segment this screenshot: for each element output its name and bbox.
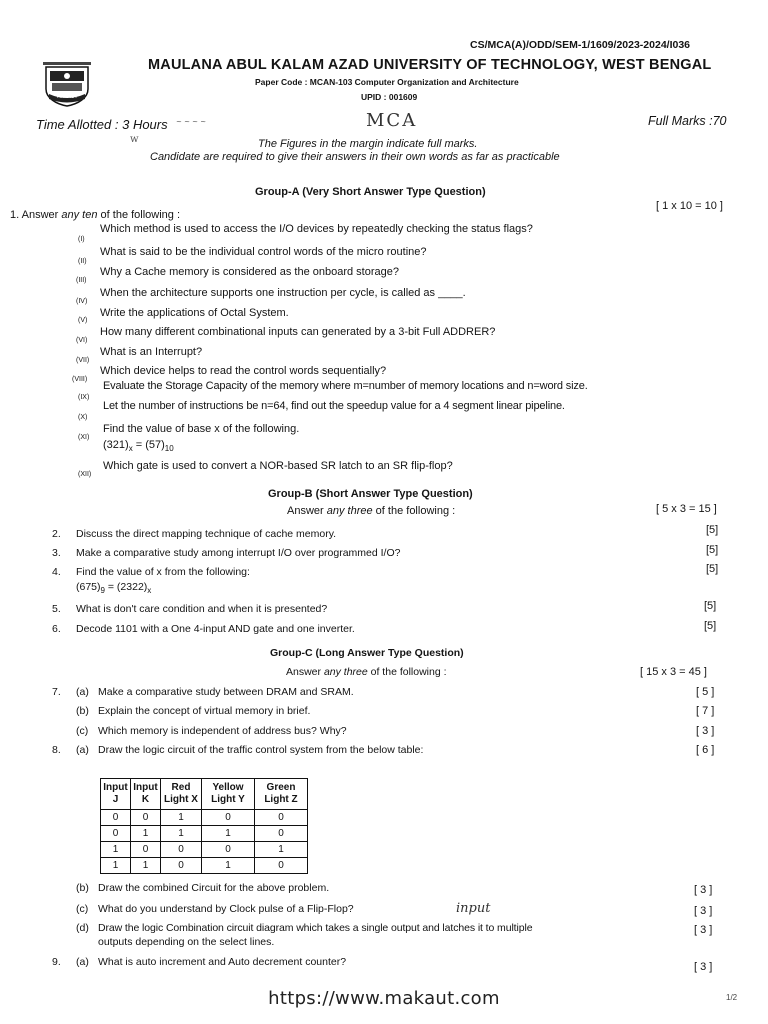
list-item: (V) [78, 317, 88, 324]
handwritten-correction: input [456, 901, 491, 916]
table-header-row [101, 779, 308, 810]
group-b-title: Group-B (Short Answer Type Question) [268, 488, 473, 500]
question-marks: [ 5 ] [696, 686, 715, 698]
part-label: (b) [76, 705, 89, 717]
question-number: 5. [52, 603, 61, 615]
equation: $(675)_9 = (2322)_x$ [76, 581, 152, 596]
table-cell: 0 [202, 842, 255, 858]
column-header: Red Light X [161, 779, 202, 810]
list-item: What is an Interrupt? [100, 346, 203, 358]
truth-table [100, 778, 308, 874]
group-a-title: Group-A (Very Short Answer Type Question) [255, 186, 486, 198]
question-number: 3. [52, 547, 61, 559]
handwritten-course: MCA [366, 110, 418, 131]
university-logo [40, 61, 94, 107]
question-marks: [ 3 ] [694, 924, 713, 936]
group-c-marks: [ 15 x 3 = 45 ] [640, 666, 707, 678]
table-cell: 1 [202, 826, 255, 842]
list-item: Which method is used to access the I/O devices by repeatedly checking the status flags? [100, 223, 533, 235]
footer-url: https://www.makaut.com [268, 988, 500, 1009]
column-header: Green Light Z [255, 779, 308, 810]
list-item: (VII) [76, 357, 90, 364]
table-cell: 0 [255, 858, 308, 874]
question-number: 2. [52, 528, 61, 540]
question-text: What is don't care condition and when it is presented? [76, 603, 328, 615]
question-marks: [5] [706, 563, 719, 575]
question-text: Decode 1101 with a One 4-input AND gate and one inverter. [76, 623, 355, 635]
question-text: What is auto increment and Auto decrement counter? [98, 956, 347, 968]
list-item: What is said to be the individual control words of the micro routine? [100, 246, 427, 258]
paper-code: Paper Code : MCAN-103 Computer Organization and Architecture [255, 77, 519, 87]
list-item: (VIII) [72, 376, 88, 383]
part-label: (c) [76, 903, 89, 915]
list-item: When the architecture supports one instruction per cycle, is called as ____. [100, 287, 466, 299]
question-marks: [5] [704, 600, 717, 612]
part-label: (a) [76, 956, 89, 968]
question-1-stem [10, 209, 180, 221]
table-cell: 1 [131, 826, 161, 842]
table-cell: 0 [255, 810, 308, 826]
list-item: (I) [78, 236, 85, 243]
question-text: Answer any ten of the following : [21, 209, 181, 221]
table-cell: 0 [101, 810, 131, 826]
question-marks: [ 7 ] [696, 705, 715, 717]
paper-code-line: CS/MCA(A)/ODD/SEM-1/1609/2023-2024/I036 [470, 39, 691, 51]
time-allotted: Time Allotted : 3 Hours [36, 117, 168, 132]
table-cell: 0 [255, 826, 308, 842]
list-item: Evaluate the Storage Capacity of the memory where m=number of memory locations and n=word size. [103, 380, 588, 392]
university-name: MAULANA ABUL KALAM AZAD UNIVERSITY OF TECHNOLOGY, WEST BENGAL [148, 57, 712, 73]
list-item: (IV) [76, 298, 88, 305]
part-label: (a) [76, 686, 89, 698]
list-item: (IX) [78, 394, 90, 401]
question-marks: [5] [704, 620, 717, 632]
question-marks: [5] [706, 544, 719, 556]
list-item: Which device helps to read the control words sequentially? [100, 365, 387, 377]
question-number: 1. [10, 209, 20, 221]
table-cell: 1 [161, 826, 202, 842]
question-marks: [ 3 ] [694, 884, 713, 896]
part-label: (c) [76, 725, 89, 737]
question-text: Which memory is independent of address bus? Why? [98, 725, 347, 737]
upid: UPID : 001609 [361, 92, 418, 102]
instruction-note: The Figures in the margin indicate full marks. [258, 138, 478, 150]
list-item: (VI) [76, 337, 88, 344]
handwritten-scribble: ~ ~ ~ ~ [176, 118, 207, 126]
table-row [101, 842, 308, 858]
list-item: (XI) [78, 434, 90, 441]
part-label: (d) [76, 922, 89, 934]
full-marks: Full Marks :70 [648, 114, 727, 128]
list-item: How many different combinational inputs can generated by a 3-bit Full ADDRER? [100, 326, 496, 338]
handwritten-mark: w [130, 134, 139, 145]
table-cell: 1 [101, 842, 131, 858]
question-text: Discuss the direct mapping technique of cache memory. [76, 528, 337, 540]
question-text: Draw the logic circuit of the traffic control system from the below table: [98, 744, 424, 756]
question-text: Explain the concept of virtual memory in brief. [98, 705, 311, 717]
instruction-note-2: Candidate are required to give their answers in their own words as far as practicable [150, 151, 560, 163]
table-cell: 0 [202, 810, 255, 826]
table-cell: 0 [101, 826, 131, 842]
table-row [101, 858, 308, 874]
question-number: 4. [52, 566, 61, 578]
column-header: Input K [131, 779, 161, 810]
question-marks: [ 3 ] [694, 961, 713, 973]
list-item: Let the number of instructions be n=64, find out the speedup value for a 4 segment linear pipeline. [103, 400, 565, 412]
question-number: 8. [52, 744, 61, 756]
list-item: (III) [76, 277, 87, 284]
table-cell: 0 [131, 810, 161, 826]
column-header: Input J [101, 779, 131, 810]
table-cell: 0 [161, 858, 202, 874]
part-label: (a) [76, 744, 89, 756]
table-cell: 0 [131, 842, 161, 858]
group-a-marks: [ 1 x 10 = 10 ] [656, 200, 723, 212]
table-cell: 1 [255, 842, 308, 858]
list-item: (XII) [78, 471, 92, 478]
question-marks: [ 6 ] [696, 744, 715, 756]
group-b-marks: [ 5 x 3 = 15 ] [656, 503, 717, 515]
question-number: 7. [52, 686, 61, 698]
question-text: Draw the logic Combination circuit diagram which takes a single output and latches it to multiple [98, 922, 533, 934]
list-item: Write the applications of Octal System. [100, 307, 289, 319]
equation: $(321)_x = (57)_{10}$ [103, 439, 174, 454]
table-row [101, 810, 308, 826]
table-cell: 0 [161, 842, 202, 858]
group-c-title: Group-C (Long Answer Type Question) [270, 647, 464, 659]
table-row [101, 826, 308, 842]
table-cell: 1 [202, 858, 255, 874]
table-cell: 1 [161, 810, 202, 826]
list-item: (X) [78, 414, 88, 421]
list-item: Why a Cache memory is considered as the onboard storage? [100, 266, 399, 278]
table-cell: 1 [101, 858, 131, 874]
part-label: (b) [76, 882, 89, 894]
question-text-continued: outputs depending on the select lines. [98, 936, 275, 948]
list-item: (II) [78, 258, 87, 265]
group-c-instruction: Answer any three of the following : [286, 666, 447, 678]
table-cell: 1 [131, 858, 161, 874]
question-marks: [ 3 ] [694, 905, 713, 917]
question-marks: [ 3 ] [696, 725, 715, 737]
question-text: Make a comparative study between DRAM and SRAM. [98, 686, 354, 698]
question-text: Draw the combined Circuit for the above problem. [98, 882, 330, 894]
group-b-instruction: Answer any three of the following : [287, 505, 456, 517]
svg-text:MAKAUT: MAKAUT [56, 94, 78, 100]
list-item: Find the value of base x of the following. [103, 423, 300, 435]
page-number: 1/2 [726, 993, 738, 1002]
question-text: Find the value of x from the following: [76, 566, 250, 578]
question-number: 9. [52, 956, 61, 968]
question-text: What do you understand by Clock pulse of a Flip-Flop? [98, 903, 354, 915]
question-number: 6. [52, 623, 61, 635]
column-header: Yellow Light Y [202, 779, 255, 810]
question-marks: [5] [706, 524, 719, 536]
list-item: Which gate is used to convert a NOR-based SR latch to an SR flip-flop? [103, 460, 453, 472]
question-text: Make a comparative study among interrupt I/O over programmed I/O? [76, 547, 401, 559]
